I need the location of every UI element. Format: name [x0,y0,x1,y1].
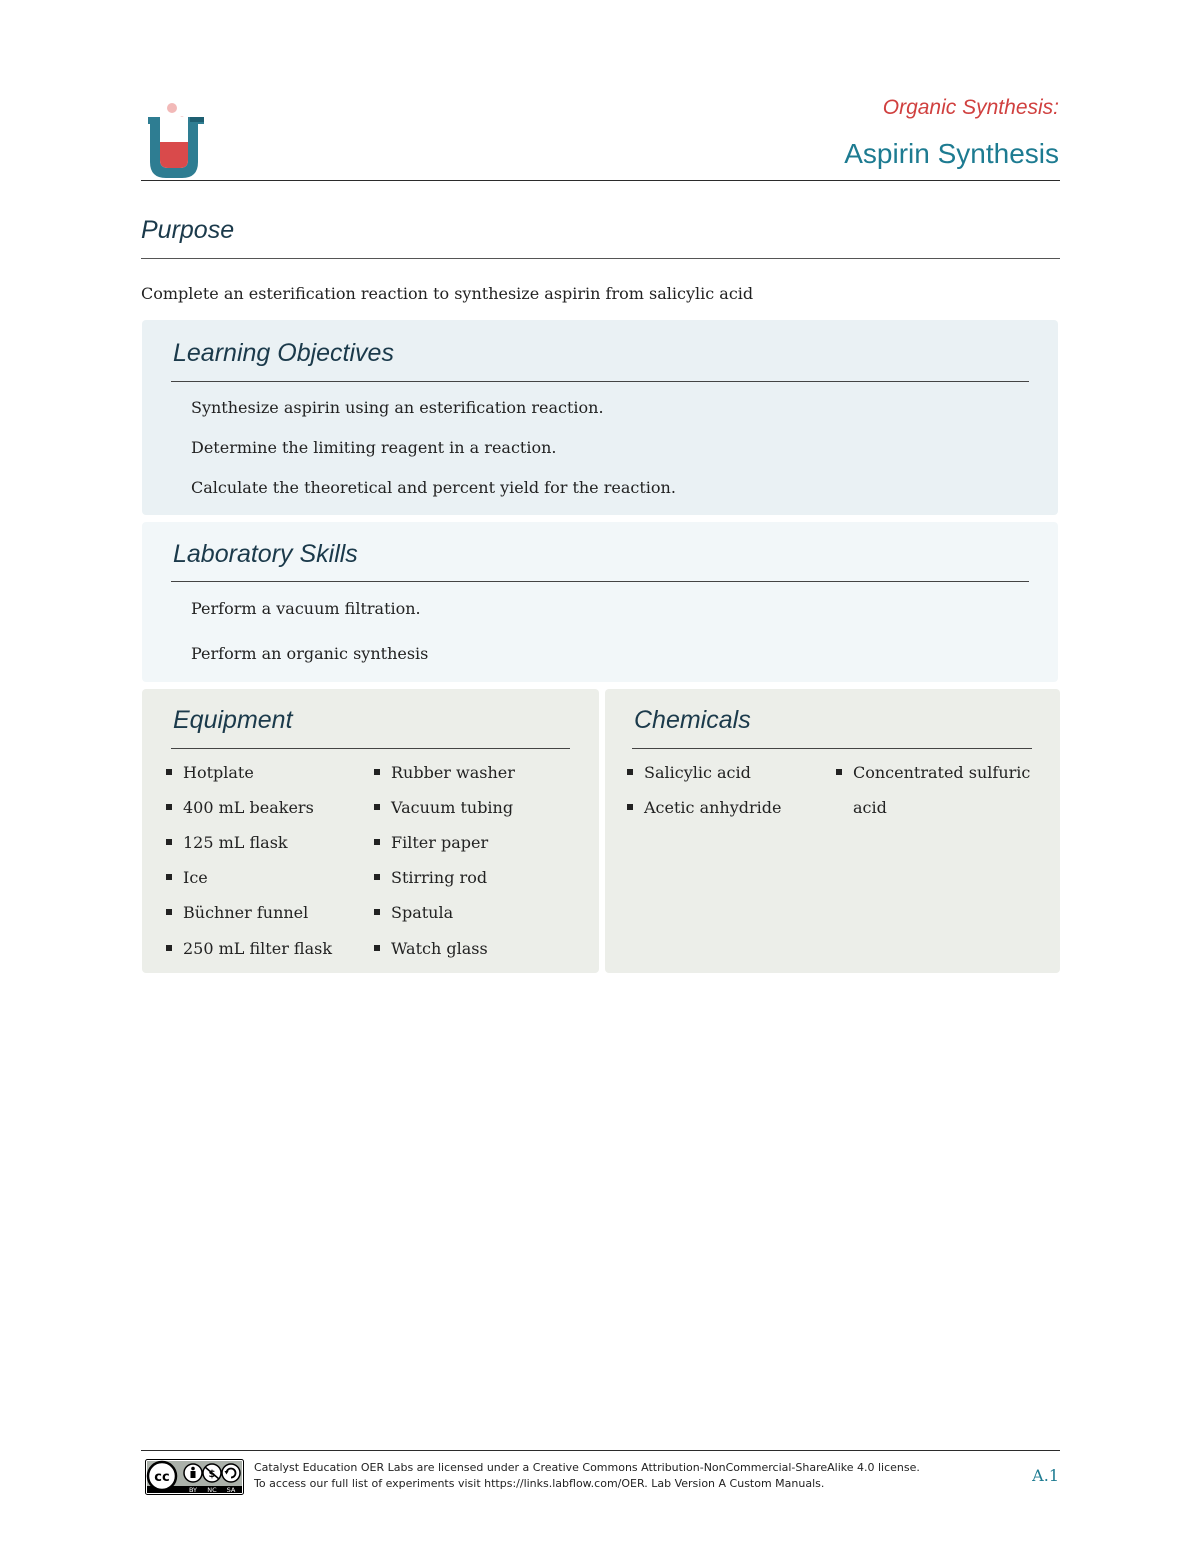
chemical-item-continued: acid [853,798,887,817]
laboratory-skills-heading: Laboratory Skills [173,540,358,568]
skill-item: Perform a vacuum filtration. [191,599,421,618]
equipment-item: Spatula [374,903,453,922]
footer-divider [141,1450,1060,1451]
bullet-icon [836,769,842,775]
svg-text:$: $ [208,1469,216,1480]
bullet-icon [166,909,172,915]
equipment-item: 125 mL flask [166,833,288,852]
header-divider [141,180,1060,181]
bullet-icon [627,804,633,810]
lab-subject: Organic Synthesis: [882,96,1059,119]
skill-item: Perform an organic synthesis [191,644,429,663]
purpose-divider [141,258,1060,259]
bullet-icon [374,874,380,880]
bullet-icon [627,769,633,775]
svg-text:cc: cc [154,1470,170,1485]
equipment-item: Watch glass [374,939,488,958]
equipment-item: Hotplate [166,763,254,782]
learning-objectives-heading: Learning Objectives [173,339,394,367]
equipment-divider [171,748,570,749]
equipment-item: Vacuum tubing [374,798,513,817]
equipment-item: Ice [166,868,208,887]
laboratory-skills-divider [171,581,1029,582]
lab-title: Aspirin Synthesis [844,138,1059,169]
chemicals-heading: Chemicals [634,706,751,734]
bullet-icon [374,945,380,951]
equipment-item: 250 mL filter flask [166,939,332,958]
equipment-item: 400 mL beakers [166,798,314,817]
equipment-item: Rubber washer [374,763,515,782]
objective-item: Determine the limiting reagent in a reaction. [191,438,557,457]
objective-item: Calculate the theoretical and percent yield for the reaction. [191,478,676,497]
purpose-heading: Purpose [141,216,235,244]
chemical-item: Acetic anhydride [627,798,781,817]
bullet-icon [374,839,380,845]
objective-item: Synthesize aspirin using an esterification reaction. [191,398,604,417]
learning-objectives-divider [171,381,1029,382]
chemical-item: Salicylic acid [627,763,751,782]
equipment-item: Büchner funnel [166,903,308,922]
access-text: To access our full list of experiments visit https://links.labflow.com/OER. Lab Version A Custom Manuals. [254,1477,825,1490]
svg-text:BY: BY [188,1486,198,1494]
equipment-heading: Equipment [173,706,293,734]
bullet-icon [166,769,172,775]
purpose-text: Complete an esterification reaction to synthesize aspirin from salicylic acid [141,284,754,303]
bullet-icon [374,909,380,915]
chemical-item: Concentrated sulfuric [836,763,1030,782]
lab-beaker-logo [146,102,208,180]
bullet-icon [166,839,172,845]
svg-text:SA: SA [226,1486,236,1494]
bullet-icon [374,769,380,775]
svg-text:NC: NC [207,1486,217,1494]
license-text: Catalyst Education OER Labs are licensed under a Creative Commons Attribution-NonCommercial-ShareAlike 4.0 license. [254,1461,920,1474]
bullet-icon [166,874,172,880]
chemicals-divider [632,748,1032,749]
page-number: A.1 [1032,1466,1059,1485]
bullet-icon [374,804,380,810]
equipment-item: Stirring rod [374,868,487,887]
bullet-icon [166,945,172,951]
cc-license-icon [145,1459,244,1495]
bullet-icon [166,804,172,810]
equipment-item: Filter paper [374,833,488,852]
